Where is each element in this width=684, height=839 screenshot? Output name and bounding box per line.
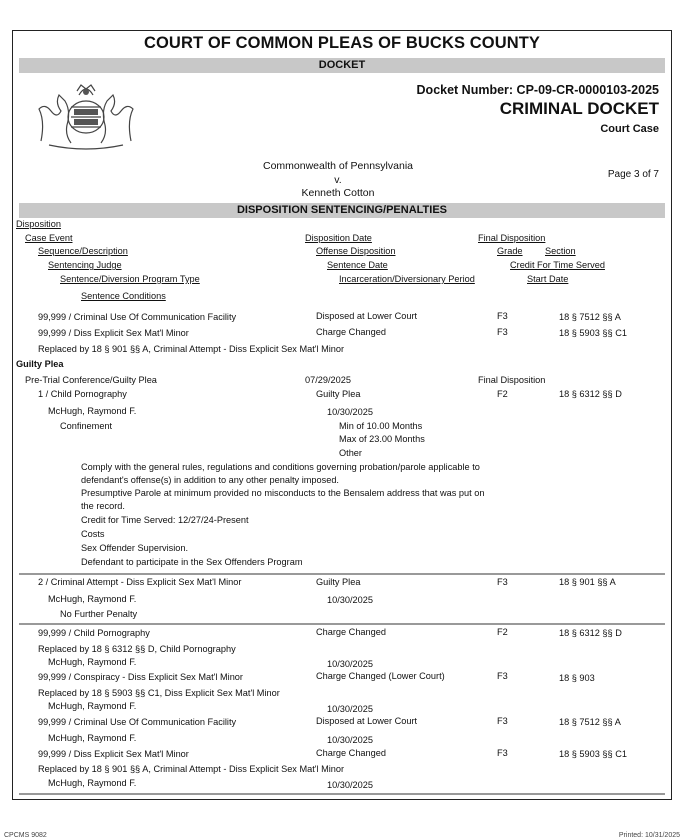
charge-section: 18 § 903 — [559, 673, 595, 683]
defendant: Kenneth Cotton — [301, 187, 375, 199]
sentence-note: No Further Penalty — [60, 609, 138, 619]
condition-line: defendant's offense(s) in addition to any other penalty imposed. — [81, 475, 339, 485]
period-other: Other — [339, 448, 362, 458]
row-separator — [19, 793, 665, 795]
col-program-type: Sentence/Diversion Program Type — [60, 274, 200, 284]
col-period: Incarceration/Diversionary Period — [339, 274, 475, 284]
charge-section: 18 § 7512 §§ A — [559, 312, 621, 322]
charge-desc: 99,999 / Criminal Use Of Communication Facility — [38, 312, 237, 322]
col-case-event: Case Event — [25, 233, 73, 243]
program-type: Confinement — [60, 421, 113, 431]
charge-section: 18 § 7512 §§ A — [559, 717, 621, 727]
case-parties — [243, 160, 433, 201]
event-date: 07/29/2025 — [305, 375, 351, 385]
docket-page — [12, 30, 672, 800]
charge-disposition: Disposed at Lower Court — [316, 311, 418, 321]
sentence-date: 10/30/2025 — [327, 595, 373, 605]
charge-disposition: Charge Changed — [316, 327, 386, 337]
sentencing-judge: McHugh, Raymond F. — [48, 406, 137, 416]
condition-line: Sex Offender Supervision. — [81, 543, 189, 553]
event-final-disposition: Final Disposition — [478, 375, 546, 385]
col-conditions: Sentence Conditions — [81, 291, 166, 301]
docket-type: CRIMINAL DOCKET — [499, 99, 659, 118]
sentencing-judge: McHugh, Raymond F. — [48, 657, 137, 667]
charge-section: 18 § 901 §§ A — [559, 577, 616, 587]
col-offense-disposition: Offense Disposition — [316, 246, 396, 256]
versus: v. — [334, 173, 342, 186]
charge-section: 18 § 5903 §§ C1 — [559, 328, 627, 338]
court-title: COURT OF COMMON PLEAS OF BUCKS COUNTY — [143, 34, 541, 52]
charge-disposition: Charge Changed — [316, 627, 386, 637]
replaced-note: Replaced by 18 § 901 §§ A, Criminal Attempt - Diss Explicit Sex Mat'l Minor — [38, 344, 345, 354]
docket-subtype: Court Case — [600, 123, 659, 135]
section-band: DISPOSITION SENTENCING/PENALTIES — [19, 203, 665, 218]
charge-disposition: Charge Changed (Lower Court) — [316, 671, 445, 681]
charge-desc: 99,999 / Conspiracy - Diss Explicit Sex Mat'l Minor — [38, 672, 243, 682]
page-number: Page 3 of 7 — [607, 169, 659, 180]
replaced-note: Replaced by 18 § 6312 §§ D, Child Pornography — [38, 644, 236, 654]
charge-section: 18 § 6312 §§ D — [559, 389, 622, 399]
sentencing-judge: McHugh, Raymond F. — [48, 733, 137, 743]
charge-desc: 99,999 / Criminal Use Of Communication Facility — [38, 717, 237, 727]
col-final-disposition: Final Disposition — [478, 233, 546, 243]
col-disposition: Disposition — [16, 219, 61, 229]
col-sentence-date: Sentence Date — [327, 260, 388, 270]
period-max: Max of 23.00 Months — [339, 434, 425, 444]
col-sentencing-judge: Sentencing Judge — [48, 260, 122, 270]
charge-grade: F3 — [497, 311, 508, 321]
docket-band: DOCKET — [19, 58, 665, 73]
charge-grade: F2 — [497, 389, 508, 399]
charge-section: 18 § 6312 §§ D — [559, 628, 622, 638]
charge-grade: F3 — [497, 748, 508, 758]
state-seal-icon — [31, 81, 141, 151]
condition-line: Comply with the general rules, regulations and conditions governing probation/parole applicable to — [81, 462, 480, 472]
charge-desc: 99,999 / Child Pornography — [38, 628, 150, 638]
footer-printed: Printed: 10/31/2025 — [618, 832, 680, 839]
guilty-plea-heading: Guilty Plea — [16, 359, 64, 369]
charge-grade: F2 — [497, 627, 508, 637]
sentencing-judge: McHugh, Raymond F. — [48, 701, 137, 711]
sentence-date: 10/30/2025 — [327, 407, 373, 417]
case-event: Pre-Trial Conference/Guilty Plea — [25, 375, 157, 385]
plaintiff: Commonwealth of Pennsylvania — [263, 160, 413, 172]
condition-line: Presumptive Parole at minimum provided no misconducts to the Bensalem address that was put on — [81, 488, 485, 498]
charge-desc: 99,999 / Diss Explicit Sex Mat'l Minor — [38, 749, 189, 759]
sentencing-judge: McHugh, Raymond F. — [48, 778, 137, 788]
replaced-note: Replaced by 18 § 901 §§ A, Criminal Attempt - Diss Explicit Sex Mat'l Minor — [38, 764, 345, 774]
condition-line: Credit for Time Served: 12/27/24-Present — [81, 515, 249, 525]
charge-grade: F3 — [497, 327, 508, 337]
charge-desc: 2 / Criminal Attempt - Diss Explicit Sex Mat'l Minor — [38, 577, 242, 587]
docket-number: Docket Number: CP-09-CR-0000103-2025 — [416, 83, 659, 97]
sentence-date: 10/30/2025 — [327, 780, 373, 790]
charge-desc: 99,999 / Diss Explicit Sex Mat'l Minor — [38, 328, 189, 338]
sentence-date: 10/30/2025 — [327, 704, 373, 714]
charge-section: 18 § 5903 §§ C1 — [559, 749, 627, 759]
footer-form-code: CPCMS 9082 — [4, 832, 47, 839]
replaced-note: Replaced by 18 § 5903 §§ C1, Diss Explicit Sex Mat'l Minor — [38, 688, 280, 698]
sentencing-judge: McHugh, Raymond F. — [48, 594, 137, 604]
charge-disposition: Disposed at Lower Court — [316, 716, 418, 726]
sentence-date: 10/30/2025 — [327, 735, 373, 745]
condition-line: Defendant to participate in the Sex Offenders Program — [81, 557, 303, 567]
charge-disposition: Guilty Plea — [316, 389, 361, 399]
row-separator — [19, 573, 665, 575]
sentence-date: 10/30/2025 — [327, 659, 373, 669]
col-grade: Grade — [497, 246, 523, 256]
charge-grade: F3 — [497, 716, 508, 726]
condition-line: Costs — [81, 529, 105, 539]
charge-disposition: Guilty Plea — [316, 577, 361, 587]
period-min: Min of 10.00 Months — [339, 421, 423, 431]
charge-grade: F3 — [497, 671, 508, 681]
col-disposition-date: Disposition Date — [305, 233, 372, 243]
row-separator — [19, 623, 665, 625]
col-section: Section — [545, 246, 576, 256]
charge-disposition: Charge Changed — [316, 748, 386, 758]
condition-line: the record. — [81, 501, 125, 511]
col-sequence: Sequence/Description — [38, 246, 128, 256]
charge-grade: F3 — [497, 577, 508, 587]
col-start-date: Start Date — [527, 274, 569, 284]
charge-desc: 1 / Child Pornography — [38, 389, 127, 399]
col-credit: Credit For Time Served — [510, 260, 605, 270]
